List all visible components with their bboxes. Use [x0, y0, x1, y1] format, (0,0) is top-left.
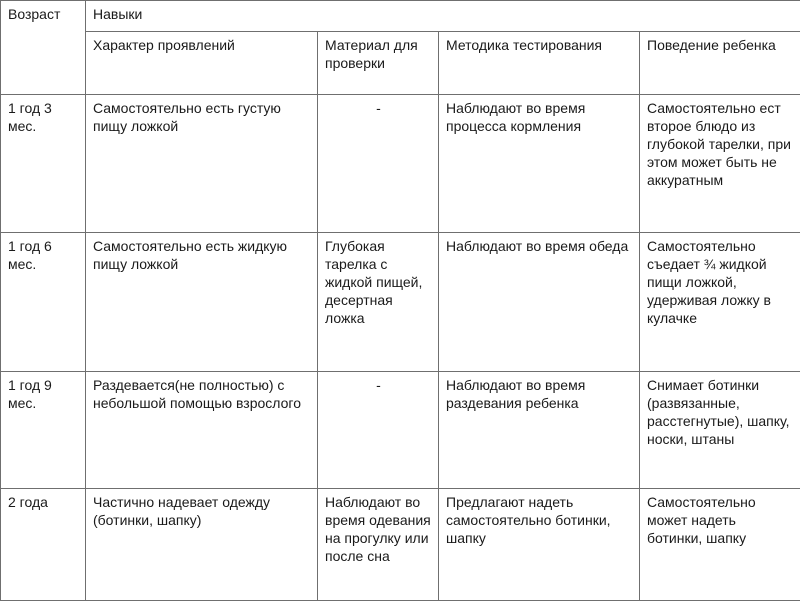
header-age: Возраст: [1, 1, 86, 95]
header-skills: Навыки: [86, 1, 800, 32]
cell-method: Наблюдают во время раздевания ребенка: [439, 372, 640, 489]
header-row: [1, 1, 800, 32]
cell-character: Самостоятельно есть густую пищу ложкой: [86, 95, 318, 233]
cell-method: Предлагают надеть самостоятельно ботинки, шапку: [439, 489, 640, 601]
cell-behavior: Самостоятельно съедает ¾ жидкой пищи ложкой, удерживая ложку в кулачке: [640, 233, 800, 372]
cell-behavior: Самостоятельно может надеть ботинки, шапку: [640, 489, 800, 601]
cell-method: Наблюдают во время процесса кормления: [439, 95, 640, 233]
cell-material: Глубокая тарелка с жидкой пищей, десертная ложка: [318, 233, 439, 372]
cell-material: -: [318, 372, 439, 489]
cell-material: Наблюдают во время одевания на прогулку или после сна: [318, 489, 439, 601]
table-row: [1, 489, 800, 601]
cell-character: Частично надевает одежду (ботинки, шапку): [86, 489, 318, 601]
cell-age: 1 год 3 мес.: [1, 95, 86, 233]
cell-character: Самостоятельно есть жидкую пищу ложкой: [86, 233, 318, 372]
header-character: Характер проявлений: [86, 32, 318, 95]
cell-behavior: Снимает ботинки (развязанные, расстегнутые), шапку, носки, штаны: [640, 372, 800, 489]
header-material: Материал для проверки: [318, 32, 439, 95]
cell-character: Раздевается(не полностью) с небольшой помощью взрослого: [86, 372, 318, 489]
table-row: [1, 95, 800, 233]
cell-material: -: [318, 95, 439, 233]
header-method: Методика тестирования: [439, 32, 640, 95]
cell-age: 1 год 9 мес.: [1, 372, 86, 489]
cell-behavior: Самостоятельно ест второе блюдо из глубокой тарелки, при этом может быть не аккуратным: [640, 95, 800, 233]
header-behavior: Поведение ребенка: [640, 32, 800, 95]
table-row: [1, 372, 800, 489]
table-row: [1, 233, 800, 372]
cell-age: 2 года: [1, 489, 86, 601]
cell-age: 1 год 6 мес.: [1, 233, 86, 372]
subheader-row: [1, 32, 800, 95]
cell-method: Наблюдают во время обеда: [439, 233, 640, 372]
